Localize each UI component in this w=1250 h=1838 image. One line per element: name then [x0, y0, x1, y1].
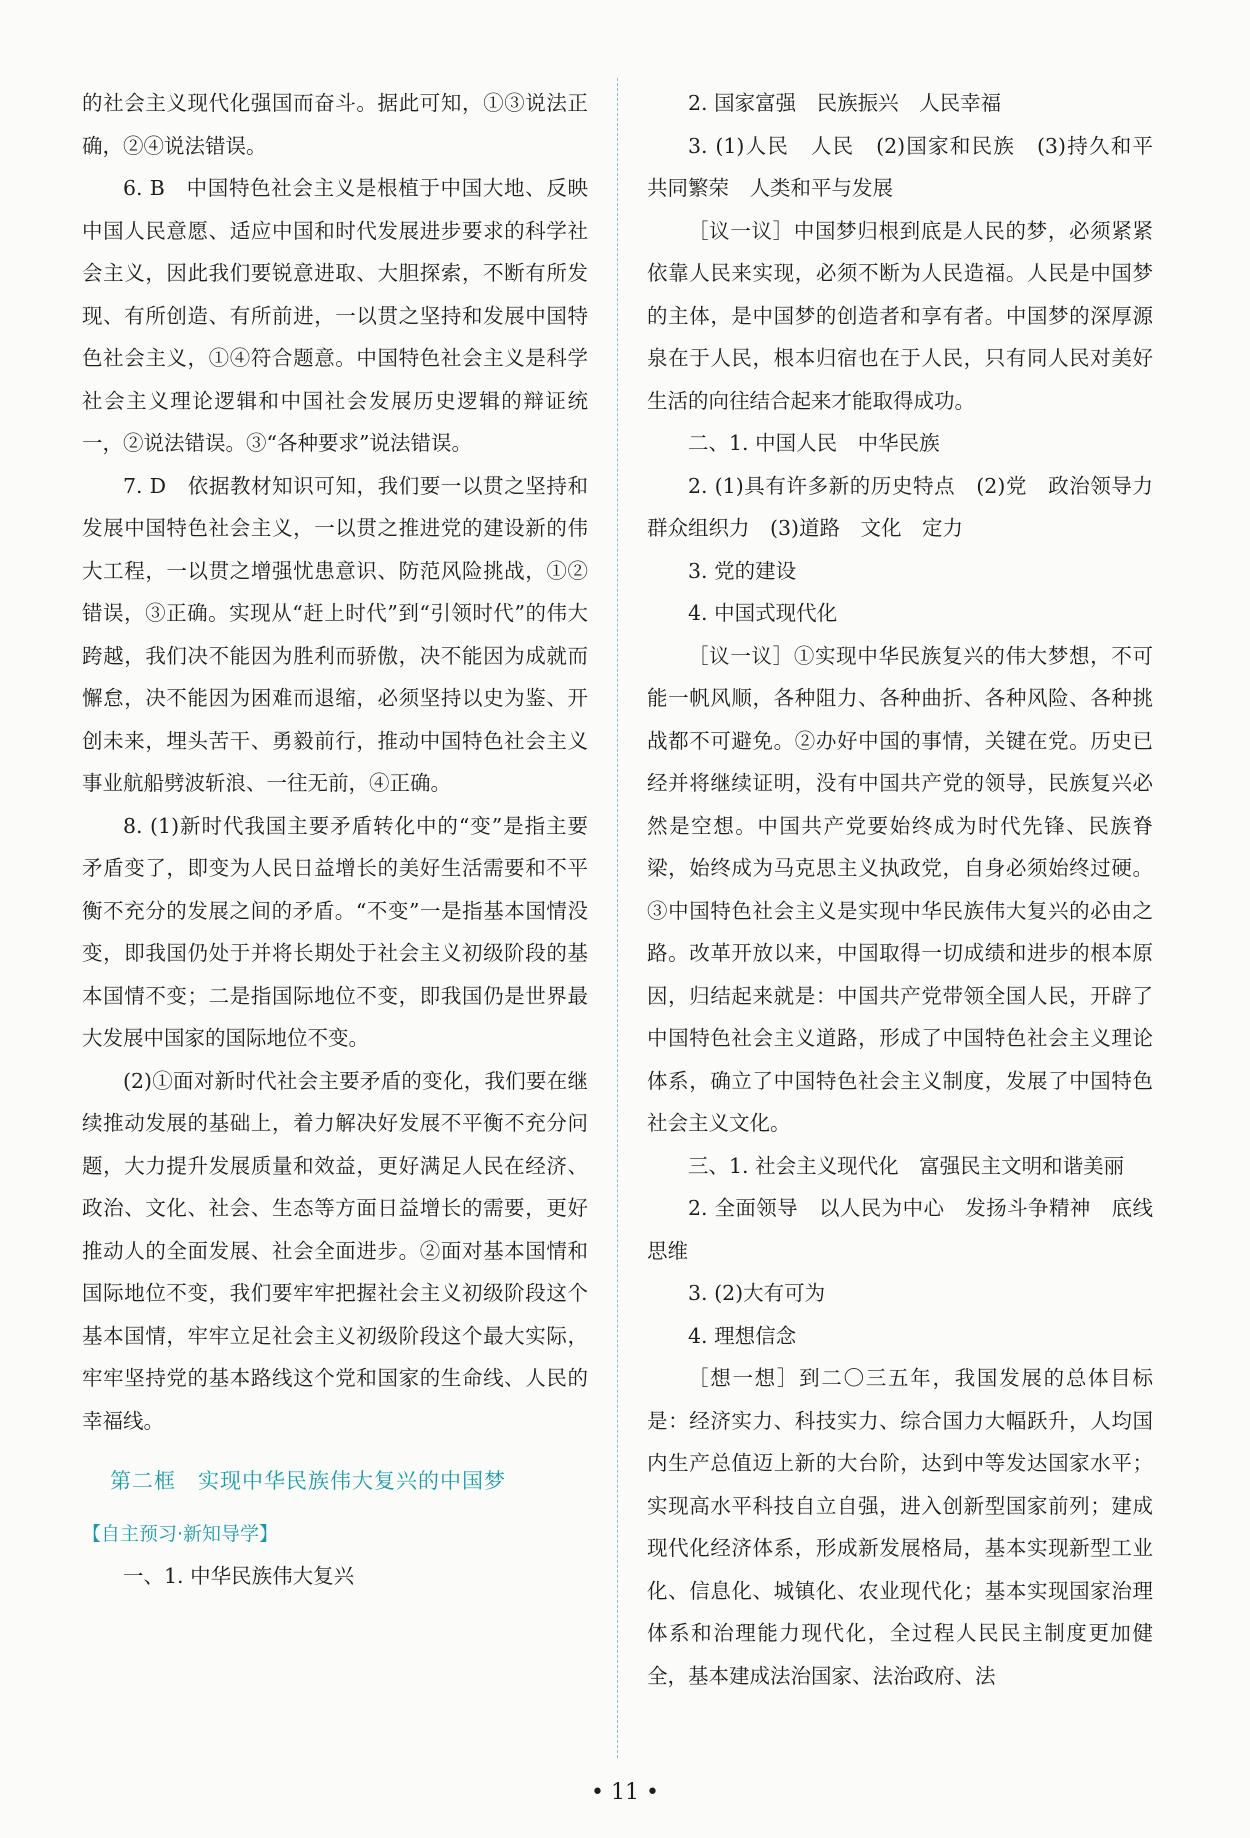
left-column	[82, 82, 588, 1598]
paragraph: 3. (2)大有可为	[688, 1281, 826, 1305]
page-number: • 11 •	[591, 1780, 659, 1805]
paragraph: 4. 理想信念	[688, 1323, 797, 1348]
paragraph: 一、1. 中华民族伟大复兴	[123, 1564, 355, 1588]
paragraph: ［议一议］①实现中华民族复兴的伟大梦想，不可能一帆风顺，各种阻力、各种曲折、各种风险、各种挑战都不可避免。②办好中国的事情，关键在党。历史已经并将继续证明，没有中国共产党的领导，民族复兴必然是空想。中国共产党要始终成为时代先锋、民族脊梁，始终成为马克思主义执政党，自身必须始终过硬。③中国特色社会主义是实现中华民族伟大复兴的必由之路。改革开放以来，中国取得一切成绩和进步的根本原因，归结起来就是：中国共产党带领全国人民，开辟了中国特色社会主义道路，形成了中国特色社会主义理论体系，确立了中国特色社会主义制度，发展了中国特色社会主义文化。	[647, 643, 1153, 1135]
right-column	[647, 82, 1174, 1697]
paragraph: 3. 党的建设	[688, 558, 797, 583]
paragraph: 4. 中国式现代化	[688, 601, 838, 625]
section-title: 第二框 实现中华民族伟大复兴的中国梦	[110, 1469, 506, 1493]
paragraph: 7. D 依据教材知识可知，我们要一以贯之坚持和发展中国特色社会主义，一以贯之推进党的建设新的伟大工程，一以贯之增强忧患意识、防范风险挑战，①②错误，③正确。实现从“赶上时代”到“引领时代”的伟大跨越，我们决不能因为胜利而骄傲，决不能因为成就而懈怠，决不能因为困难而退缩，必须坚持以史为鉴、开创未来，埋头苦干、勇毅前行，推动中国特色社会主义事业航船劈波斩浪、一往无前，④正确。	[82, 473, 588, 795]
paragraph: 的社会主义现代化强国而奋斗。据此可知，①③说法正确，②④说法错误。	[82, 91, 588, 158]
column-divider	[617, 78, 618, 1758]
paragraph: ［议一议］中国梦归根到底是人民的梦，必须紧紧依靠人民来实现，必须不断为人民造福。人民是中国梦的主体，是中国梦的创造者和享有者。中国梦的深厚源泉在于人民，根本归宿也在于人民，只有同人民对美好生活的向往结合起来才能取得成功。	[647, 218, 1153, 413]
paragraph: 三、1. 社会主义现代化 富强民主文明和谐美丽	[688, 1153, 1125, 1178]
paragraph: 8. (1)新时代我国主要矛盾转化中的“变”是指主要矛盾变了，即变为人民日益增长的美好生活需要和不平衡不充分的发展之间的矛盾。“不变”一是指基本国情没变，即我国仍处于并将长期处于社会主义初级阶段的基本国情不变；二是指国际地位不变，即我国仍是世界最大发展中国家的国际地位不变。	[82, 813, 588, 1050]
paragraph: 2. 国家富强 民族振兴 人民幸福	[688, 91, 1002, 115]
paragraph: (2)①面对新时代社会主要矛盾的变化，我们要在继续推动发展的基础上，着力解决好发展不平衡不充分问题，大力提升发展质量和效益，更好满足人民在经济、政治、文化、社会、生态等方面日益增长的需要，更好推动人的全面发展、社会全面进步。②面对基本国情和国际地位不变，我们要牢牢把握社会主义初级阶段这个基本国情，牢牢立足社会主义初级阶段这个最大实际，牢牢坚持党的基本路线这个党和国家的生命线、人民的幸福线。	[82, 1068, 588, 1433]
section-heading: 【自主预习·新知导学】	[82, 1522, 279, 1545]
paragraph: 3. (1)人民 人民 (2)国家和民族 (3)持久和平 共同繁荣 人类和平与发展	[647, 133, 1174, 200]
paragraph: 2. 全面领导 以人民为中心 发扬斗争精神 底线思维	[647, 1196, 1153, 1263]
paragraph: 2. (1)具有许多新的历史特点 (2)党 政治领导力 群众组织力 (3)道路 文化 定力	[647, 473, 1174, 540]
paragraph: ［想一想］到二〇三五年，我国发展的总体目标是：经济实力、科技实力、综合国力大幅跃升，人均国内生产总值迈上新的大台阶，达到中等发达国家水平；实现高水平科技自立自强，进入创新型国家前列；建成现代化经济体系，形成新发展格局，基本实现新型工业化、信息化、城镇化、农业现代化；基本实现国家治理体系和治理能力现代化，全过程人民民主制度更加健全，基本建成法治国家、法治政府、法	[647, 1366, 1153, 1688]
paragraph: 二、1. 中国人民 中华民族	[688, 431, 940, 455]
paragraph: 6. B 中国特色社会主义是根植于中国大地、反映中国人民意愿、适应中国和时代发展进步要求的科学社会主义，因此我们要锐意进取、大胆探索，不断有所发现、有所创造、有所前进，一以贯之坚持和发展中国特色社会主义，①④符合题意。中国特色社会主义是科学社会主义理论逻辑和中国社会发展历史逻辑的辩证统一，②说法错误。③“各种要求”说法错误。	[82, 176, 588, 455]
